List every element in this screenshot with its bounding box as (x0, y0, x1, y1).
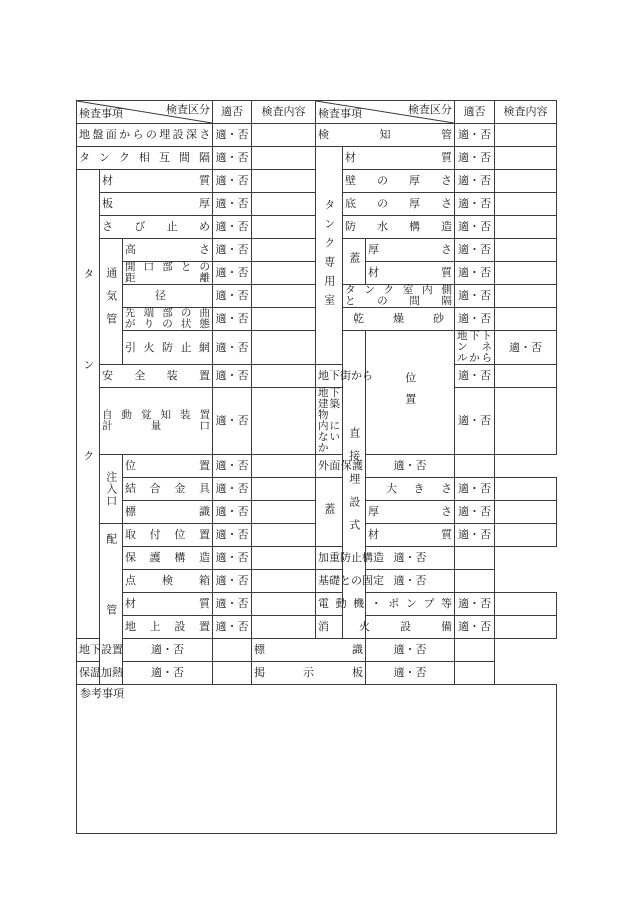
table-row (77, 388, 557, 455)
room-waterproof-label: 防水構造 (343, 216, 455, 239)
detail-header: 検査内容 (495, 101, 557, 124)
result-cell[interactable]: 適・否 (455, 616, 495, 639)
detail-cell[interactable] (495, 170, 557, 193)
detail-cell[interactable] (252, 285, 316, 308)
notes-label: 参考事項 (80, 687, 124, 701)
gauge-line1: 自動覚知装置 (102, 409, 211, 422)
detail-cell[interactable] (252, 193, 316, 216)
item-label: 検査事項 (318, 107, 363, 121)
detail-cell[interactable] (252, 570, 316, 593)
sign-label: 標識 (252, 639, 366, 662)
detail-cell[interactable] (455, 547, 495, 570)
room-gap-line1: タンク室内側 (345, 284, 453, 297)
thickness-label: 板厚 (100, 193, 213, 216)
result-cell[interactable]: 適・否 (213, 193, 252, 216)
detail-cell[interactable] (495, 501, 557, 524)
result-cell[interactable]: 適・否 (213, 478, 252, 501)
pos-tunnel-line1: 地下トンネ (457, 330, 493, 354)
pipe-material-label: 材質 (123, 593, 213, 616)
room-gap-label (343, 285, 455, 308)
detail-cell[interactable] (495, 478, 557, 501)
foundation-fix-label: 基礎との固定 (316, 570, 366, 593)
detail-cell[interactable] (455, 662, 495, 685)
detail-cell[interactable] (495, 308, 557, 331)
result-cell[interactable]: 適・否 (455, 170, 495, 193)
detail-cell[interactable] (252, 388, 316, 455)
pos-tunnel-line2: ルから (457, 352, 493, 365)
result-cell[interactable]: 適・否 (455, 193, 495, 216)
fill-fitting-label: 結合金具 (123, 478, 213, 501)
detail-cell[interactable] (252, 331, 316, 365)
pos-building-line1: 地下建築物 (318, 387, 341, 422)
category-label: 検査区分 (166, 103, 211, 116)
detail-cell[interactable] (495, 262, 557, 285)
result-cell[interactable]: 適・否 (366, 455, 455, 478)
room-lid-group (343, 239, 366, 285)
motor-pump-label: 電動機・ポンプ等 (316, 593, 455, 616)
result-header: 適否 (455, 101, 495, 124)
vent-opening-label (123, 262, 213, 285)
pos-building-label (316, 388, 343, 455)
notes-cell[interactable] (77, 685, 557, 834)
vent-diameter-label: 径 (123, 285, 213, 308)
detail-cell[interactable] (252, 124, 316, 147)
result-cell[interactable]: 適・否 (455, 308, 495, 331)
tank-room-group (316, 147, 343, 365)
result-cell[interactable]: 適・否 (213, 593, 252, 616)
fill-position-label: 位置 (123, 455, 213, 478)
detail-cell[interactable] (252, 365, 316, 388)
result-cell[interactable]: 適・否 (455, 388, 495, 455)
detail-cell[interactable] (252, 547, 316, 570)
detail-cell[interactable] (252, 239, 316, 262)
result-cell[interactable]: 適・否 (366, 662, 455, 685)
lid-thick-label: 厚さ (366, 501, 455, 524)
room-material-label: 材質 (343, 147, 455, 170)
room-lid-material-label: 材質 (366, 262, 455, 285)
outer-protection-label: 外面保護 (316, 455, 366, 478)
result-cell[interactable]: 適・否 (213, 501, 252, 524)
result-cell[interactable]: 適・否 (455, 365, 495, 388)
result-cell[interactable]: 適・否 (455, 285, 495, 308)
category-label: 検査区分 (408, 103, 453, 116)
result-cell[interactable]: 適・否 (455, 239, 495, 262)
table-row (77, 455, 557, 478)
result-cell[interactable]: 適・否 (213, 365, 252, 388)
room-floor-label: 底の厚さ (343, 193, 455, 216)
vent-pipe-group (100, 239, 123, 365)
result-cell[interactable]: 適・否 (366, 547, 455, 570)
vent-tip-line1: 先端部の曲 (125, 307, 211, 320)
pipe-heating-label: 保温加熱 (77, 662, 100, 685)
result-cell[interactable]: 適・否 (213, 388, 252, 455)
lid-size-label: 大きさ (366, 478, 455, 501)
gauge-line2: 計量口 (102, 420, 211, 433)
vent-opening-line2: 距離 (125, 272, 211, 285)
left-header-diagonal-cell (77, 101, 213, 124)
detail-cell[interactable] (455, 570, 495, 593)
result-cell[interactable]: 適・否 (213, 124, 252, 147)
tank-room-label: タンク専用室 (322, 198, 336, 313)
pipe-below-label: 地下設置 (77, 639, 100, 662)
result-cell[interactable]: 適・否 (213, 616, 252, 639)
detail-cell[interactable] (252, 308, 316, 331)
table-row (77, 662, 557, 685)
notice-board-label: 掲示板 (252, 662, 366, 685)
burial-depth-label: 地盤面からの埋設深さ (77, 124, 213, 147)
pipe-above-label: 地上設置 (123, 616, 213, 639)
table-row (77, 124, 557, 147)
fire-ext-label: 消火設備 (316, 616, 455, 639)
detail-cell[interactable] (495, 124, 557, 147)
detail-cell[interactable] (495, 285, 557, 308)
position-label: 位置 (403, 371, 417, 414)
notes-row (77, 685, 557, 834)
vent-fire-screen-label: 引火防止網 (123, 331, 213, 365)
detail-cell[interactable] (495, 147, 557, 170)
detail-cell[interactable] (252, 170, 316, 193)
detail-cell[interactable] (495, 616, 557, 639)
detail-cell[interactable] (213, 662, 252, 685)
table-row (77, 365, 557, 388)
detail-cell[interactable] (252, 455, 316, 478)
table-row (77, 547, 557, 570)
pipe-mount-pos-label: 取付位置 (123, 524, 213, 547)
header-row (77, 101, 557, 124)
result-cell[interactable]: 適・否 (455, 216, 495, 239)
result-cell[interactable]: 適・否 (455, 593, 495, 616)
result-cell[interactable]: 適・否 (213, 216, 252, 239)
vent-tip-label (123, 308, 213, 331)
material-label: 材質 (100, 170, 213, 193)
table-row (77, 616, 557, 639)
vent-height-label: 高さ (123, 239, 213, 262)
result-cell[interactable]: 適・否 (495, 331, 557, 365)
result-cell[interactable]: 適・否 (213, 331, 252, 365)
result-cell[interactable]: 適・否 (213, 570, 252, 593)
item-label: 検査事項 (79, 107, 123, 121)
vent-pipe-label: 通気管 (104, 267, 118, 337)
result-cell[interactable]: 適・否 (455, 524, 495, 547)
table-row (77, 593, 557, 616)
result-cell[interactable]: 適・否 (213, 308, 252, 331)
result-cell[interactable]: 適・否 (455, 147, 495, 170)
result-cell[interactable]: 適・否 (213, 285, 252, 308)
room-sand-label: 乾燥砂 (343, 308, 455, 331)
result-cell[interactable]: 適・否 (123, 662, 213, 685)
pos-street-label: 地下街から (316, 365, 343, 388)
tank-group (77, 170, 100, 639)
detail-cell[interactable] (252, 147, 316, 170)
lid-material-label: 材質 (366, 524, 455, 547)
result-header: 適否 (213, 101, 252, 124)
result-cell[interactable]: 適・否 (455, 478, 495, 501)
table-row (77, 478, 557, 501)
detection-pipe-label: 検知管 (316, 124, 455, 147)
anti-overload-label: 加重防止構造 (316, 547, 366, 570)
piping-label: 配管 (104, 533, 118, 676)
pos-building-line2: 内にないか (318, 420, 341, 455)
detail-cell[interactable] (252, 478, 316, 501)
result-cell[interactable]: 適・否 (213, 455, 252, 478)
pipe-inspect-box-label: 点検箱 (123, 570, 213, 593)
vent-tip-line2: がりの状態 (125, 318, 211, 331)
tank-label: タンク (81, 267, 95, 541)
table-row (77, 570, 557, 593)
result-cell[interactable]: 適・否 (455, 124, 495, 147)
detail-cell[interactable] (495, 524, 557, 547)
rust-stop-label: さび止め (100, 216, 213, 239)
result-cell[interactable]: 適・否 (213, 524, 252, 547)
right-header-diagonal-cell (316, 101, 455, 124)
detail-cell[interactable] (252, 216, 316, 239)
position-group (366, 331, 455, 455)
detail-cell[interactable] (252, 501, 316, 524)
detail-cell[interactable] (495, 593, 557, 616)
result-cell[interactable]: 適・否 (213, 239, 252, 262)
pos-tunnel-label (455, 331, 495, 365)
result-cell[interactable]: 適・否 (213, 147, 252, 170)
fill-sign-label: 標識 (123, 501, 213, 524)
detail-cell[interactable] (252, 524, 316, 547)
inspection-table (76, 100, 557, 834)
detail-cell[interactable] (495, 216, 557, 239)
fill-port-group (100, 455, 123, 524)
room-lid-label: 蓋 (347, 252, 361, 272)
detail-cell[interactable] (252, 262, 316, 285)
table-row (77, 147, 557, 170)
lid-group (316, 478, 343, 547)
pipe-protection-label: 保護構造 (123, 547, 213, 570)
result-cell[interactable]: 適・否 (213, 547, 252, 570)
result-cell[interactable]: 適・否 (455, 501, 495, 524)
detail-cell[interactable] (495, 388, 557, 455)
vent-opening-line1: 開口部との (125, 261, 211, 273)
result-cell[interactable]: 適・否 (366, 639, 455, 662)
detail-header: 検査内容 (252, 101, 316, 124)
detail-cell[interactable] (252, 616, 316, 639)
lid-label: 蓋 (322, 502, 336, 522)
detail-cell[interactable] (455, 455, 495, 478)
gauge-label (100, 388, 213, 455)
detail-cell[interactable] (455, 639, 495, 662)
detail-cell[interactable] (252, 593, 316, 616)
result-cell[interactable]: 適・否 (123, 639, 213, 662)
result-cell[interactable]: 適・否 (213, 170, 252, 193)
direct-burial-label: 直接埋設式 (347, 427, 361, 543)
table-row (77, 639, 557, 662)
piping-group (100, 524, 123, 685)
detail-cell[interactable] (495, 365, 557, 388)
detail-cell[interactable] (213, 639, 252, 662)
tank-spacing-label: タンク相互間隔 (77, 147, 213, 170)
result-cell[interactable]: 適・否 (455, 262, 495, 285)
result-cell[interactable]: 適・否 (213, 262, 252, 285)
result-cell[interactable]: 適・否 (366, 570, 455, 593)
detail-cell[interactable] (495, 239, 557, 262)
room-wall-label: 壁の厚さ (343, 170, 455, 193)
fill-port-label: 注入口 (104, 471, 118, 508)
detail-cell[interactable] (495, 193, 557, 216)
safety-device-label: 安全装置 (100, 365, 213, 388)
room-lid-thick-label: 厚さ (366, 239, 455, 262)
room-gap-line2: との間隔 (345, 295, 453, 308)
